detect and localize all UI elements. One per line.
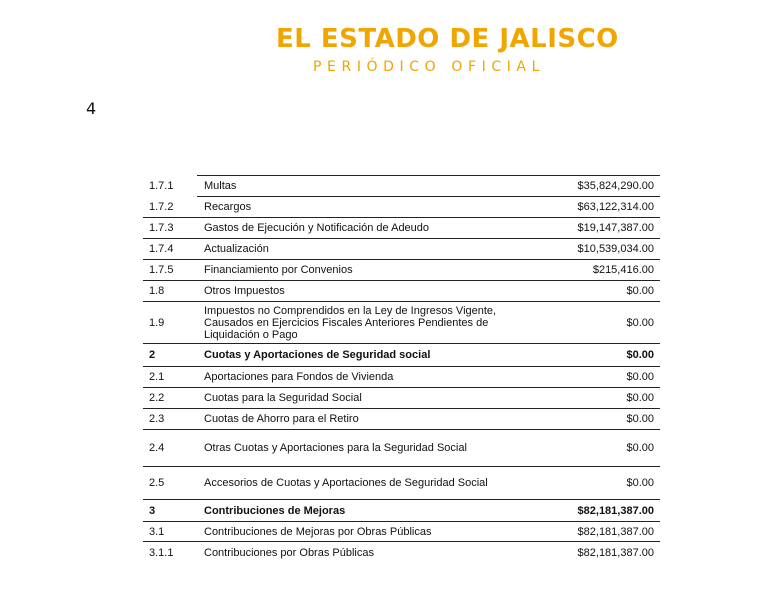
table-row [143,500,660,522]
row-code: 1.7.3 [149,222,174,234]
table-row [143,197,660,218]
row-amount: $0.00 [626,477,654,489]
row-amount: $215,416.00 [592,264,654,276]
row-code: 1.7.5 [149,264,174,276]
row-description: Contribuciones por Obras Públicas [204,547,374,559]
row-code: 2.5 [149,477,165,489]
table-row [143,302,660,344]
row-code: 2.1 [149,371,165,383]
row-amount: $82,181,387.00 [577,547,654,559]
row-code: 3 [149,504,156,517]
row-code: 3.1.1 [149,547,174,559]
row-code: 1.7.2 [149,201,174,213]
table-row [143,344,660,367]
row-description: Multas [204,180,237,192]
row-description: Contribuciones de Mejoras por Obras Públicas [204,525,432,538]
row-amount: $63,122,314.00 [577,201,654,213]
row-description: Cuotas para la Seguridad Social [204,392,362,404]
newspaper-title: EL ESTADO DE JALISCO [276,24,619,54]
row-description: Recargos [204,201,252,213]
table-row [143,260,660,281]
row-amount: $82,181,387.00 [577,525,654,538]
row-description: Aportaciones para Fondos de Vivienda [204,371,394,383]
table-row [143,430,660,467]
row-description: Financiamiento por Convenios [204,264,353,276]
row-amount: $35,824,290.00 [577,180,654,192]
row-description: Gastos de Ejecución y Notificación de Adeudo [204,222,430,234]
table-row [143,281,660,302]
table-row [143,367,660,388]
row-description: Accesorios de Cuotas y Aportaciones de Seguridad Social [204,477,488,489]
row-code: 1.7.4 [149,243,174,255]
row-code: 2 [149,349,156,361]
row-code: 1.7.1 [149,180,174,192]
row-description: Actualización [204,243,269,255]
table-row [143,522,660,542]
row-amount: $0.00 [626,442,654,454]
row-description: Contribuciones de Mejoras [204,504,346,517]
row-amount: $0.00 [626,413,654,425]
row-code: 2.2 [149,392,165,404]
row-amount: $0.00 [626,349,654,361]
row-amount: $10,539,034.00 [577,243,654,255]
newspaper-subtitle: PERIÓDICO OFICIAL [313,59,546,75]
table-row [143,467,660,500]
row-description: Otros Impuestos [204,285,285,297]
table-row [143,218,660,239]
row-code: 1.8 [149,285,165,297]
row-code: 1.9 [149,316,165,329]
table-row [143,239,660,260]
table-row [143,542,660,564]
row-code: 2.3 [149,413,165,425]
row-code: 3.1 [149,525,165,538]
row-description: Otras Cuotas y Aportaciones para la Seguridad Social [204,442,467,454]
table-row [143,409,660,430]
row-description: Cuotas de Ahorro para el Retiro [204,413,359,425]
row-amount: $0.00 [626,392,654,404]
row-amount: $0.00 [626,285,654,297]
page-number: 4 [86,99,97,118]
row-description: Impuestos no Comprendidos en la Ley de Ingresos Vigente, Causados en Ejercicios Fiscales Anteriores Pendientes de Liquidación o Pago [204,304,497,341]
table-row [149,175,660,197]
row-amount: $82,181,387.00 [577,504,654,517]
row-amount: $0.00 [626,371,654,383]
row-description: Cuotas y Aportaciones de Seguridad social [204,349,431,361]
row-amount: $19,147,387.00 [577,222,654,234]
table-row [143,388,660,409]
row-amount: $0.00 [626,316,654,329]
row-code: 2.4 [149,442,165,454]
revenue-table [143,175,660,564]
